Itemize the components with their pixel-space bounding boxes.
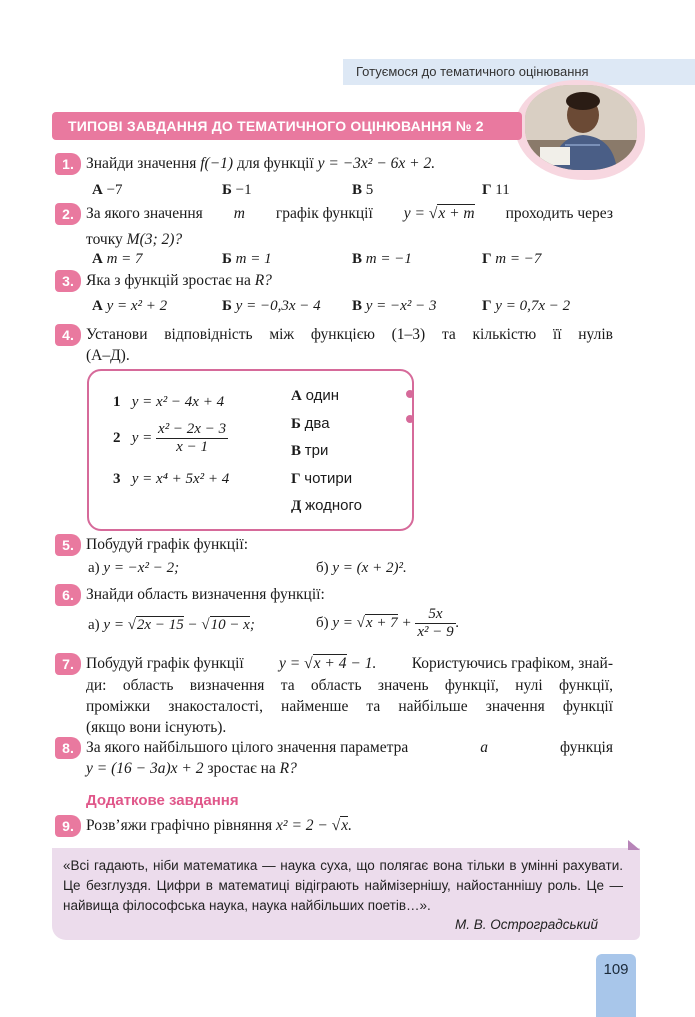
task-8-line-1: За якого найбільшого цілого значення параметра a функція — [86, 739, 613, 756]
box-dot — [406, 415, 414, 423]
task-2-line-2: точку M(3; 2)? — [86, 231, 183, 248]
option: Б m = 1 — [222, 251, 272, 267]
option: Б y = −0,3x − 4 — [222, 298, 321, 314]
match-right-item: В три — [291, 442, 329, 459]
option: А −7 — [92, 182, 123, 198]
extra-task-heading: Додаткове завдання — [86, 792, 239, 809]
match-left-item: 3 y = x⁴ + 5x² + 4 — [113, 471, 230, 487]
quote-text: «Всі гадають, ніби математика — наука суха, що полягає вона тільки в умінні рахувати. Це безглуздя. Цифри в математиці відіграють наймізернішу, найостаннішу роль. Це — найвища філософська наука, наука найбільших поетів…». — [63, 858, 623, 913]
task-6-text: Знайди область визначення функції: — [86, 586, 325, 603]
subtask-b: б) y = (x + 2)². — [316, 560, 407, 576]
page-number: 109 — [603, 961, 629, 978]
option: А m = 7 — [92, 251, 143, 267]
task-3-text: Яка з функцій зростає на R? — [86, 272, 272, 289]
option: Б −1 — [222, 182, 252, 198]
task-number: 8. — [55, 737, 81, 759]
quote-author: М. В. Остроградський — [455, 917, 598, 932]
option: Г m = −7 — [482, 251, 542, 267]
option: В y = −x² − 3 — [352, 298, 437, 314]
task-7-line-3: проміжки знакосталості, найменше та найбільше значення функції — [86, 698, 613, 715]
option: В m = −1 — [352, 251, 412, 267]
student-photo — [525, 85, 637, 170]
option: Г y = 0,7x − 2 — [482, 298, 571, 314]
task-7-line-4: (якщо вони існують). — [86, 719, 227, 736]
task-number: 3. — [55, 270, 81, 292]
task-number: 2. — [55, 203, 81, 225]
subtask-a: а) y = −x² − 2; — [88, 560, 180, 576]
task-7-line-1: Побудуй графік функції y = √x + 4 − 1. Користуючись графіком, знай- — [86, 655, 613, 672]
match-right-item: Д жодного — [291, 497, 362, 514]
match-right-item: Г чотири — [291, 470, 353, 487]
task-number: 6. — [55, 584, 81, 606]
running-header: Готуємося до тематичного оцінювання — [356, 64, 589, 79]
match-right-item: Б два — [291, 415, 330, 432]
task-7-line-2: ди: область визначення та область значень функції, нулі функції, — [86, 677, 613, 694]
task-number: 7. — [55, 653, 81, 675]
subtask-a: а) y = √2x − 15 − √10 − x; — [88, 617, 255, 633]
subtask-b: б) y = √x + 7 + $\frac{5x}{\text{x² − 9}}$ . — [316, 606, 460, 640]
match-right-item: А один — [291, 387, 340, 404]
task-2-line-1: За якого значення m графік функції y = √x + m проходить через — [86, 205, 613, 222]
task-8-line-2: y = (16 − 3a)x + 2 зростає на R? — [86, 760, 297, 777]
option: А y = x² + 2 — [92, 298, 168, 314]
task-5-text: Побудуй графік функції: — [86, 536, 249, 553]
task-4-line-2: (А–Д). — [86, 347, 130, 364]
task-number: 5. — [55, 534, 81, 556]
option: В 5 — [352, 182, 374, 198]
quote-corner — [628, 840, 640, 850]
task-9-text: Розв’яжи графічно рівняння x² = 2 − √x. — [86, 817, 353, 834]
match-left-item: 1 y = x² − 4x + 4 — [113, 394, 225, 410]
task-4-line-1: Установи відповідність між функцією (1–3) та кількістю її нулів — [86, 326, 613, 343]
task-1-text: Знайди значення f(−1) для функції y = −3x² − 6x + 2. — [86, 155, 436, 172]
section-title: ТИПОВІ ЗАВДАННЯ ДО ТЕМАТИЧНОГО ОЦІНЮВАННЯ № 2 — [68, 118, 484, 134]
task-number: 4. — [55, 324, 81, 346]
task-number: 9. — [55, 815, 81, 837]
match-left-item: 2 y = $\frac{\text{x² − 2x − 3}}{x - 1}$ — [113, 421, 227, 455]
task-number: 1. — [55, 153, 81, 175]
option: Г 11 — [482, 182, 510, 198]
box-dot — [406, 390, 414, 398]
